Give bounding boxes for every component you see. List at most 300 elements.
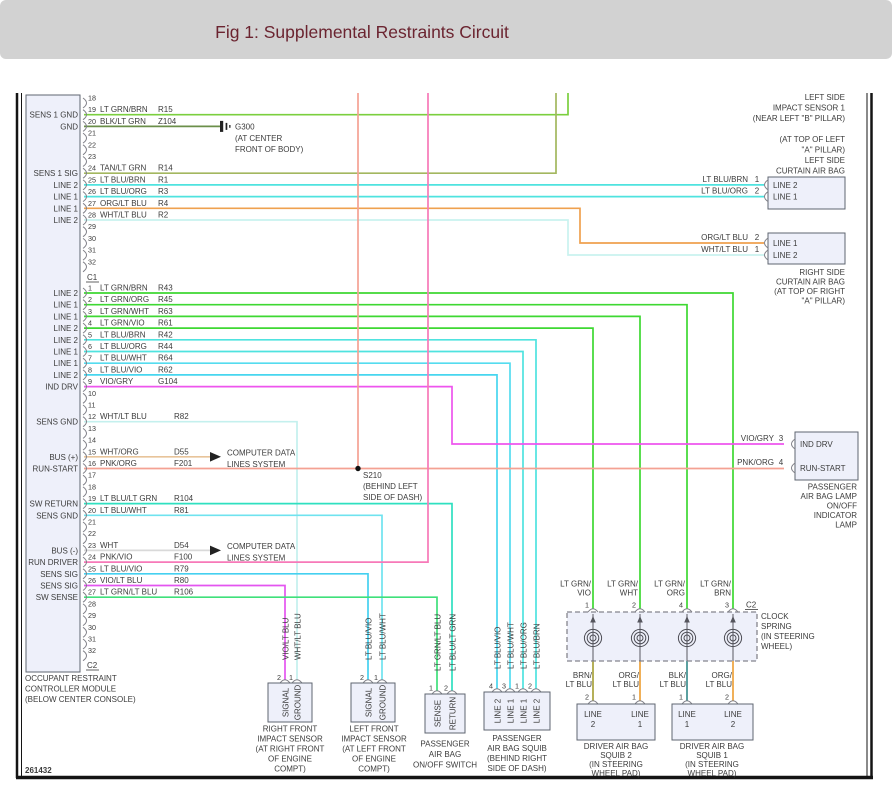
wires <box>84 93 784 701</box>
pin-number: 24 <box>88 552 96 562</box>
pin-number: 1 <box>679 692 683 702</box>
pin-number: 21 <box>88 517 96 527</box>
right-front-impact-sensor <box>256 613 325 774</box>
pin-bracket <box>83 98 87 108</box>
wire-r2-wht-lt-blu <box>84 220 764 255</box>
wire-circuit-label: R43 <box>158 283 173 293</box>
orcm-caption <box>25 674 136 704</box>
pin-arc <box>765 250 769 260</box>
pin-number: 31 <box>88 245 96 255</box>
wire-circuit-label: R2 <box>158 210 169 220</box>
caption-line: (AT RIGHT FRONT <box>255 744 325 754</box>
caption-line: ON/OFF SWITCH <box>413 760 477 770</box>
caption-line: (IN STEERING <box>685 760 739 769</box>
pin-number: 22 <box>88 140 96 150</box>
terminal-label: LINE 2 <box>773 251 798 260</box>
wire-color-label-vertical: LT BLU/WHT <box>378 613 388 660</box>
terminal-label: LINE 1 <box>519 698 529 724</box>
wire-r80-vio-lt-blu <box>84 586 285 681</box>
wire-circuit-label: R1 <box>158 175 169 185</box>
wire-circuit-label: Z104 <box>158 116 177 126</box>
wire-circuit-label: D54 <box>174 540 189 550</box>
pin-bracket <box>83 651 87 661</box>
caption-line: CURTAIN AIR BAG <box>775 166 845 176</box>
pin-number: 2 <box>277 673 281 682</box>
computer-data-label-1: COMPUTER DATA <box>227 448 296 458</box>
wire-color-label: VIO <box>577 588 591 598</box>
caption-line: CURTAIN AIR BAG <box>775 277 845 287</box>
caption-line: DRIVER AIR BAG <box>679 742 745 751</box>
ground-id: G300 <box>235 122 255 132</box>
left-curtain-airbag <box>701 135 845 209</box>
pin-function-label: SENS SIG <box>40 581 78 591</box>
wire-color-label: LT BLU/VIO <box>100 365 143 375</box>
wire-color-label: ORG/LT BLU <box>701 233 748 242</box>
terminal-label: LINE 1 <box>773 192 798 202</box>
pin-number: 17 <box>88 470 96 480</box>
pin-function-label: LINE 2 <box>53 216 78 225</box>
terminal-label: SIGNAL <box>281 687 291 718</box>
caption-line: (AT TOP OF LEFT <box>779 135 845 144</box>
wire-color-label-vertical: WHT/LT BLU <box>293 613 303 660</box>
pin-number: 32 <box>88 257 96 267</box>
wire-circuit-label: R106 <box>174 587 194 597</box>
pin-number: 1 <box>585 600 589 610</box>
wire-color-label: WHT/ORG <box>100 447 139 457</box>
pin-bracket <box>83 604 87 614</box>
wire-color-label-vertical: LT BLU/ORG <box>519 622 529 669</box>
wire-color-label: LT BLU/WHT <box>100 353 147 363</box>
wire-color-label: LT GRN/ <box>700 579 731 589</box>
left-front-impact-sensor <box>341 613 407 773</box>
wire-color-label: LT BLU <box>612 680 639 689</box>
pin-number: 8 <box>88 365 92 375</box>
pin-number: 25 <box>88 564 96 574</box>
pin-number: 1 <box>289 673 293 682</box>
caption-line: (BELOW CENTER CONSOLE) <box>25 695 136 704</box>
driver-airbag-squib-2 <box>577 701 655 778</box>
caption-line: WHEEL) <box>761 642 793 651</box>
pin-function-label: BUS (-) <box>51 546 78 556</box>
ground-icon-bar3 <box>229 125 230 128</box>
terminal-label: SENSE <box>433 699 443 728</box>
wire-r4-org-lt-blu <box>84 208 764 243</box>
pin-number: 1 <box>754 245 760 254</box>
note-line: LEFT SIDE <box>804 93 845 102</box>
passenger-airbag-onoff-switch <box>413 614 477 770</box>
pin-function-label: SW RETURN <box>29 499 78 509</box>
wire-color-label-vertical: LT BLU/BRN <box>532 623 542 669</box>
pin-bracket <box>83 639 87 649</box>
pin-number: 25 <box>88 175 96 185</box>
pin-number: 23 <box>88 152 96 161</box>
pin-number: 13 <box>88 423 96 433</box>
pin-number: 3 <box>778 434 784 443</box>
caption-line: IMPACT SENSOR <box>257 734 323 744</box>
computer-data-label-2: LINES SYSTEM <box>227 553 286 563</box>
wire-color-label: LT GRN/ <box>607 579 638 589</box>
caption-line: SPRING <box>761 622 792 631</box>
pin-function-label: BUS (+) <box>49 452 78 462</box>
wire-color-label: LT GRN/ORG <box>100 295 150 305</box>
wire-color-label-vertical: LT BLU/VIO <box>493 626 503 669</box>
right-curtain-airbag <box>701 233 845 306</box>
caption-line: SQUIB 2 <box>600 751 632 760</box>
pin-arc <box>765 192 769 202</box>
caption-line: CLOCK <box>761 612 789 621</box>
caption-line: LEFT FRONT <box>349 724 399 734</box>
splice-s210 <box>355 466 422 502</box>
pin-number: 7 <box>88 353 92 363</box>
terminal-label: RETURN <box>448 696 458 731</box>
pin-number: 19 <box>88 494 96 504</box>
wire-color-label: ORG/LT BLU <box>100 198 147 208</box>
wire-color-label-vertical: LT BLU/LT GRN <box>448 613 458 671</box>
passenger-airbag-squib <box>484 622 550 773</box>
terminal-label: 2 <box>730 720 736 729</box>
wire-circuit-label: R80 <box>174 576 189 585</box>
pin-number: 2 <box>360 673 364 682</box>
wire-color-label: LT GRN/ <box>560 579 591 589</box>
pin-function-label: SENS GND <box>36 511 78 521</box>
terminal-label: 1 <box>684 720 690 729</box>
pin-number: 20 <box>88 505 96 515</box>
pin-number: 31 <box>88 634 96 644</box>
terminal-label: 2 <box>590 720 596 729</box>
pin-bracket <box>83 238 87 248</box>
pin-number: 4 <box>88 318 92 328</box>
wire-color-label: ORG/ <box>711 671 732 680</box>
pin-number: 26 <box>88 187 96 197</box>
caption-line: INDICATOR <box>813 511 857 520</box>
pin-number: 29 <box>88 611 96 621</box>
ground-g300 <box>220 121 304 154</box>
wire-color-label: PNK/ORG <box>100 459 137 468</box>
pin-function-label: LINE 2 <box>53 289 78 298</box>
wire-color-label-vertical: LT GRN/LT BLU <box>433 613 443 671</box>
wire-color-label: BRN <box>714 588 731 598</box>
wire-circuit-label: F201 <box>174 459 193 468</box>
caption-line: (IN STEERING <box>589 760 643 769</box>
caption-line: SQUIB 1 <box>696 751 728 760</box>
caption-line: PASSENGER <box>420 739 470 749</box>
note-line: (NEAR LEFT "B" PILLAR) <box>752 114 845 123</box>
pin-number: 1 <box>632 692 636 702</box>
pin-number: 2 <box>444 683 448 693</box>
pin-bracket <box>83 262 87 272</box>
wire-color-label: VIO/GRY <box>100 377 134 387</box>
pin-number: 2 <box>88 295 92 305</box>
pin-number: 1 <box>88 283 92 293</box>
caption-line: DRIVER AIR BAG <box>583 742 649 751</box>
pin-bracket <box>83 475 87 485</box>
pin-number: 14 <box>88 435 96 445</box>
wire-color-label: BRN/ <box>572 671 592 680</box>
pin-bracket <box>83 133 87 143</box>
terminal-label: SIGNAL <box>364 687 374 718</box>
pin-number: 4 <box>489 681 493 691</box>
pin-number: 6 <box>88 342 92 351</box>
wire-color-label: LT BLU/LT GRN <box>100 494 158 504</box>
off-page-arrow-icon <box>210 546 221 556</box>
pin-number: 30 <box>88 622 96 632</box>
diagram-number: 261432 <box>25 766 52 775</box>
terminal-label: RUN-START <box>800 464 846 473</box>
pin-function-label: LINE 2 <box>53 335 78 345</box>
pin-bracket <box>83 157 87 167</box>
wire-color-label: ORG/ <box>618 671 639 680</box>
ground-icon-bar2 <box>226 123 228 130</box>
pin-arc <box>765 180 769 190</box>
pin-number: 18 <box>88 482 96 492</box>
pin-number: 3 <box>88 306 92 316</box>
wire-circuit-label: R104 <box>174 494 194 504</box>
pin-function-label: SENS GND <box>36 417 78 427</box>
terminal-label: LINE 1 <box>773 239 798 248</box>
page-title: Fig 1: Supplemental Restraints Circuit <box>215 22 509 42</box>
wire-color-label: WHT <box>100 540 119 550</box>
pin-number: 2 <box>585 692 589 702</box>
wire-circuit-label: R79 <box>174 564 189 574</box>
caption-line: AIR BAG <box>428 750 462 759</box>
pin-number: 24 <box>88 163 96 173</box>
ground-icon <box>220 121 223 132</box>
off-page-arrow-icon <box>210 452 221 462</box>
pin-number: 16 <box>88 459 96 468</box>
terminal-label: 1 <box>637 720 643 729</box>
pin-function-label: LINE 1 <box>53 359 78 369</box>
pin-function-label: RUN DRIVER <box>28 558 78 568</box>
wire-color-label: LT BLU/ORG <box>701 186 748 196</box>
wire-circuit-label: R44 <box>158 342 173 351</box>
pin-number: 15 <box>88 447 96 457</box>
pin-number: 2 <box>632 600 636 610</box>
pin-bracket <box>83 616 87 626</box>
caption-line: CONTROLLER MODULE <box>25 684 117 694</box>
connector-label: C2 <box>746 600 757 610</box>
pin-bracket <box>83 393 87 403</box>
caption-line: WHEEL PAD) <box>591 769 641 778</box>
wire-circuit-label: R61 <box>158 318 173 328</box>
caption-line: OF ENGINE <box>351 754 397 764</box>
pin-number: 26 <box>88 576 96 585</box>
note-line: IMPACT SENSOR 1 <box>772 103 845 113</box>
pin-number: 20 <box>88 116 96 126</box>
pin-bracket <box>83 534 87 544</box>
wire-color-label: LT BLU/ORG <box>100 342 147 351</box>
terminal-label: LINE 2 <box>493 698 503 724</box>
pin-function-label: IND DRV <box>45 382 78 392</box>
splice-loc-1: (BEHIND LEFT <box>363 482 418 491</box>
pin-number: 22 <box>88 529 96 539</box>
wire-color-label: ORG <box>666 588 685 598</box>
title-bar <box>0 0 892 59</box>
wire-color-label: LT GRN/BRN <box>100 283 148 293</box>
wire-color-label: BLK/ <box>668 671 686 680</box>
wire-color-label: LT GRN/WHT <box>100 306 150 316</box>
caption-line: IMPACT SENSOR <box>341 734 407 744</box>
wire-color-label: LT BLU/ORG <box>100 187 147 197</box>
pin-function-label: LINE 1 <box>53 300 78 310</box>
terminal-label: LINE 2 <box>532 698 542 724</box>
pin-function-label: LINE 1 <box>53 347 78 357</box>
pin-bracket <box>83 627 87 637</box>
wire-color-label-vertical: LT BLU/WHT <box>506 622 516 669</box>
connector-c1-label: C1 <box>87 273 98 282</box>
pin-bracket <box>83 428 87 438</box>
pin-number: 2 <box>754 186 760 196</box>
terminal-label: GROUND <box>378 684 388 721</box>
wire-color-label: LT BLU/BRN <box>100 330 146 340</box>
computer-data-label-1: COMPUTER DATA <box>227 542 296 551</box>
pin-function-label: LINE 1 <box>53 312 78 322</box>
splice-dot-icon <box>355 466 360 471</box>
caption-line: AIR BAG LAMP <box>800 492 857 501</box>
caption-line: COMPT) <box>358 764 390 774</box>
driver-airbag-squib-1 <box>672 701 753 778</box>
pin-number: 32 <box>88 646 96 656</box>
pin-function-label: LINE 2 <box>53 180 78 190</box>
caption-line: "A" PILLAR) <box>801 296 845 306</box>
caption-line: RIGHT SIDE <box>799 268 845 277</box>
terminal-label: IND DRV <box>800 440 833 449</box>
pin-number: 11 <box>88 400 96 410</box>
wire-color-label: LT GRN/VIO <box>100 318 145 328</box>
wire-color-label: WHT <box>619 588 638 598</box>
pin-function-label: RUN-START <box>32 464 78 474</box>
pin-number: 2 <box>754 233 760 242</box>
pin-number: 1 <box>429 683 433 693</box>
pin-number: 12 <box>88 412 96 422</box>
pin-function-label: LINE 1 <box>53 204 78 214</box>
wire-circuit-label: R4 <box>158 198 169 208</box>
pin-number: 28 <box>88 210 96 220</box>
wire-color-label: LT BLU <box>659 680 686 689</box>
pin-function-label: SENS SIG <box>40 569 78 579</box>
left-impact-sensor-note <box>753 93 846 123</box>
pin-number: 30 <box>88 233 96 243</box>
caption-line: RIGHT FRONT <box>262 724 318 734</box>
caption-line: OF ENGINE <box>267 754 313 764</box>
connector-c2-label: C2 <box>87 661 98 670</box>
wire-circuit-label: R3 <box>158 187 169 197</box>
caption-line: LAMP <box>835 520 857 530</box>
ground-loc-2: FRONT OF BODY) <box>235 145 304 154</box>
computer-data-2 <box>210 542 296 563</box>
pin-function-label: GND <box>60 122 78 132</box>
terminal-label: LINE 2 <box>773 181 798 190</box>
pin-number: 2 <box>528 681 532 691</box>
wire-color-label: PNK/ORG <box>737 458 774 467</box>
caption-line: AIR BAG SQUIB <box>487 744 547 753</box>
wire-circuit-label: R14 <box>158 163 173 173</box>
wire-color-label: LT BLU/BRN <box>702 175 748 184</box>
wire-color-label: LT BLU <box>705 680 732 689</box>
terminal-label: LINE <box>724 710 742 719</box>
wire-r42-lt-blu-brn <box>84 340 536 689</box>
caption-line: PASSENGER <box>492 734 542 743</box>
wire-circuit-label: R42 <box>158 330 173 340</box>
terminal-label: LINE <box>678 710 696 719</box>
pin-bracket <box>83 487 87 497</box>
pin-number: 10 <box>88 388 96 398</box>
wire-color-label: PNK/VIO <box>100 552 133 562</box>
pin-number: 9 <box>88 377 92 387</box>
wire-circuit-label: G104 <box>158 377 178 387</box>
pin-number: 1 <box>754 175 760 184</box>
computer-data-label-2: LINES SYSTEM <box>227 460 286 469</box>
wire-circuit-label: R62 <box>158 365 173 375</box>
wire-r14-tan-lt-grn <box>84 93 556 173</box>
caption-line: "A" PILLAR) <box>801 145 845 155</box>
pin-function-label: LINE 2 <box>53 324 78 334</box>
pin-number: 3 <box>725 600 729 610</box>
pin-bracket <box>83 522 87 532</box>
pin-number: 4 <box>679 600 683 610</box>
pin-number: 27 <box>88 587 96 597</box>
pin-arc <box>792 463 796 473</box>
pin-function-label: LINE 2 <box>53 370 78 380</box>
pin-number: 28 <box>88 599 96 609</box>
terminal-label: GROUND <box>293 684 303 721</box>
caption-line: (AT LEFT FRONT <box>342 744 406 754</box>
wire-color-label: BLK/LT GRN <box>100 116 146 126</box>
pin-arc <box>792 439 796 449</box>
pin-number: 1 <box>515 681 519 691</box>
wire-color-label: TAN/LT GRN <box>100 163 147 173</box>
onoff-switch-box <box>425 694 465 733</box>
wire-color-label: LT GRN/ <box>654 579 685 589</box>
pin-number: 1 <box>374 673 378 682</box>
terminal-label: LINE <box>584 710 602 719</box>
wire-color-label: LT BLU/BRN <box>100 175 146 185</box>
pin-number: 23 <box>88 540 96 550</box>
pin-number: 4 <box>778 458 784 467</box>
wire-color-label-vertical: LT BLU/VIO <box>364 617 374 660</box>
wire-color-label: LT BLU/VIO <box>100 564 143 574</box>
pin-number: 21 <box>88 128 96 138</box>
caption-line: WHEEL PAD) <box>687 769 737 778</box>
wire-circuit-label: R81 <box>174 505 189 515</box>
pin-number: 2 <box>725 692 729 702</box>
wire-circuit-label: F100 <box>174 552 193 562</box>
splice-id: S210 <box>363 471 382 480</box>
caption-line: LEFT SIDE <box>804 156 845 165</box>
pin-number: 19 <box>88 105 96 115</box>
wire-circuit-label: R45 <box>158 295 173 305</box>
pin-bracket <box>83 405 87 415</box>
caption-line: (BEHIND RIGHT <box>487 754 547 763</box>
caption-line: SIDE OF DASH) <box>487 764 547 773</box>
caption-line: COMPT) <box>274 764 306 774</box>
terminal-label: LINE <box>631 710 649 719</box>
caption-line: OCCUPANT RESTRAINT <box>25 674 117 683</box>
pin-bracket <box>83 440 87 450</box>
wire-color-label-vertical: VIO/LT BLU <box>281 617 291 660</box>
ground-loc-1: (AT CENTER <box>235 134 283 143</box>
wire-color-label: LT GRN/LT BLU <box>100 587 158 597</box>
wire-circuit-label: R15 <box>158 105 173 115</box>
caption-line: PASSENGER <box>807 482 857 492</box>
caption-line: (AT TOP OF RIGHT <box>774 287 845 296</box>
wire-circuit-label: D55 <box>174 447 189 457</box>
pin-number: 18 <box>88 93 96 103</box>
pin-function-label: LINE 1 <box>53 192 78 202</box>
pin-number: 29 <box>88 222 96 232</box>
passenger-airbag-lamp <box>737 432 858 530</box>
wire-color-label: LT BLU <box>565 680 592 689</box>
caption-line: ON/OFF <box>826 501 857 511</box>
